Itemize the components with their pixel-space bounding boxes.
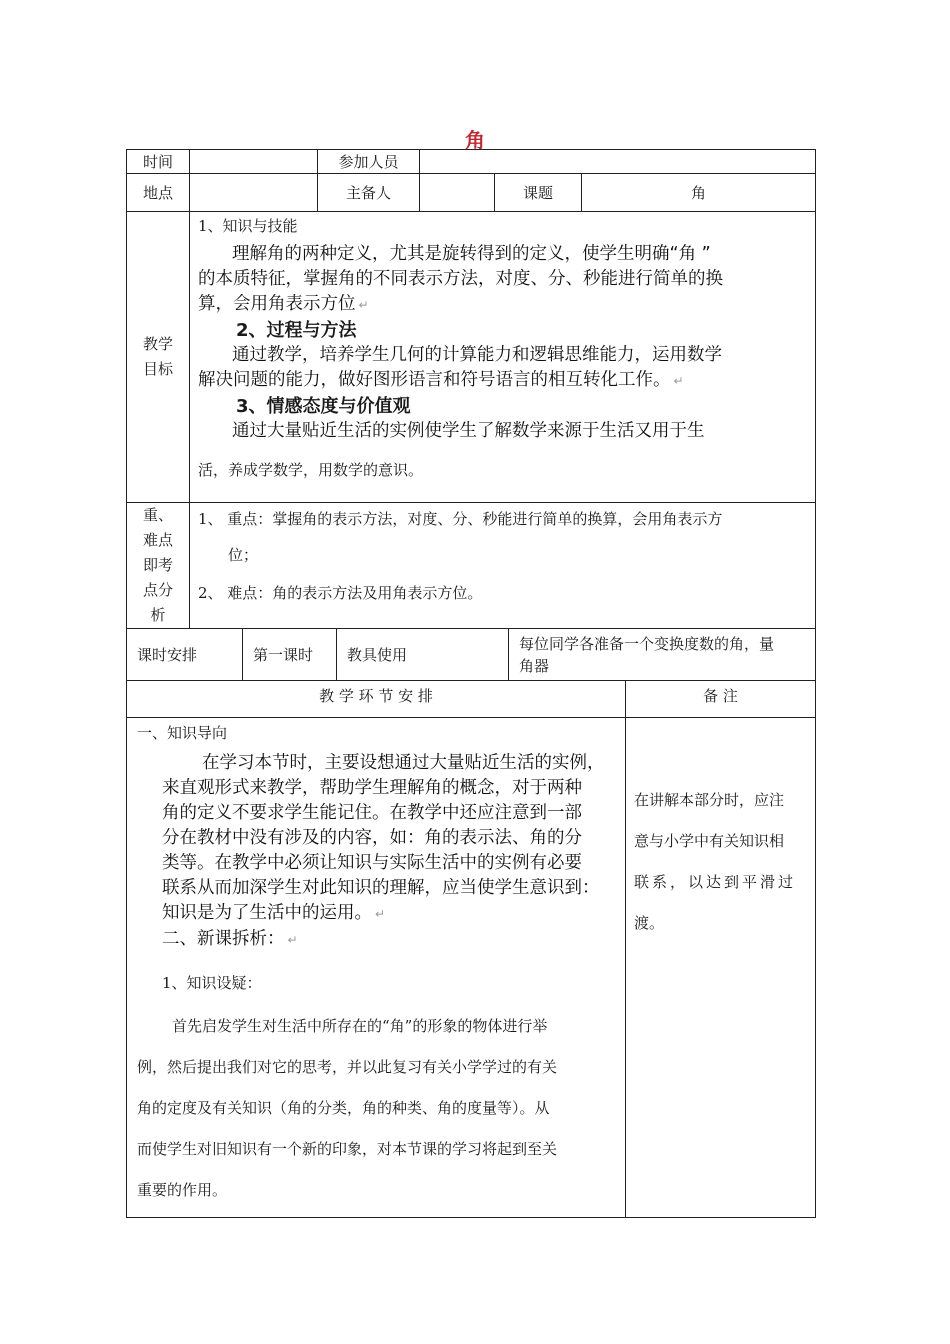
note-line: 联系，以达到平滑过	[634, 873, 797, 891]
goal-heading-3: 3、情感态度与价值观	[236, 396, 411, 417]
section-main-header: 教 学 环 节 安 排	[127, 681, 626, 718]
keypoints-label-line: 点分	[142, 581, 173, 599]
keypoints-label-line: 析	[150, 606, 166, 624]
section-title-2	[162, 927, 619, 953]
schedule-label: 课时安排	[127, 629, 243, 681]
main-text-line: 角的定度及有关知识（角的分类，角的种类、角的度量等）。从	[137, 1099, 550, 1117]
tools-label: 教具使用	[337, 629, 509, 681]
intro-line	[162, 901, 619, 927]
keypoint-line: 2、 难点：角的表示方法及用角表示方位。	[198, 584, 483, 602]
schedule-value: 第一课时	[243, 629, 337, 681]
intro-line: 类等。在教学中必须让知识与实际生活中的实例有必要	[162, 853, 582, 873]
tools-value	[509, 629, 816, 681]
section-notes-header: 备 注	[626, 681, 816, 718]
return-mark-icon: ↵	[358, 298, 369, 312]
time-label: 时间	[127, 150, 190, 174]
goal-text: 算，会用角表示方位	[198, 294, 356, 314]
keypoints-label-line: 重、	[142, 506, 173, 524]
goal-text-line: 的本质特征，掌握角的不同表示方法，对度、分、秒能进行简单的换	[198, 269, 723, 289]
goal-text-line: 通过大量贴近生活的实例使学生了解数学来源于生活又用于生	[232, 421, 705, 441]
place-label: 地点	[127, 174, 190, 212]
main-text-line: 例，然后提出我们对它的思考，并以此复习有关小学学过的有关	[137, 1058, 558, 1076]
goals-content	[190, 212, 816, 503]
intro-line: 角的定义不要求学生能记住。在教学中还应注意到一部	[162, 803, 582, 823]
participants-label: 参加人员	[318, 150, 420, 174]
return-mark-icon: ↵	[673, 374, 684, 388]
participants-value	[420, 150, 816, 174]
goals-label	[127, 212, 190, 503]
section-title-2-text: 二、新课拆析：	[162, 929, 285, 949]
goal-text-line	[198, 292, 811, 318]
main-content	[127, 718, 626, 1218]
page-title: 角	[465, 128, 485, 152]
goals-label-line: 教学	[142, 335, 173, 353]
time-value	[190, 150, 318, 174]
topic-label: 课题	[495, 174, 582, 212]
intro-line: 在学习本节时，主要设想通过大量贴近生活的实例，	[202, 753, 605, 773]
intro-line: 联系从而加深学生对此知识的理解，应当使学生意识到：	[162, 878, 600, 898]
goal-text-line	[198, 368, 811, 394]
main-text	[137, 1006, 619, 1211]
intro-line: 分在教材中没有涉及的内容，如：角的表示法、角的分	[162, 828, 582, 848]
place-value	[190, 174, 318, 212]
keypoints-content	[190, 503, 816, 629]
note-line: 在讲解本部分时，应注	[634, 791, 785, 809]
goal-text-line: 通过教学，培养学生几何的计算能力和逻辑思维能力，运用数学	[232, 345, 722, 365]
intro-text: 知识是为了生活中的运用。	[162, 903, 372, 923]
arrangement-table	[126, 680, 816, 1218]
section-title-1: 一、知识导向	[137, 724, 228, 742]
main-text-line: 首先启发学生对生活中所存在的“角”的形象的物体进行举	[172, 1017, 548, 1035]
preparer-value	[420, 174, 495, 212]
goal-text-line: 理解角的两种定义，尤其是旋转得到的定义，使学生明确“角 ”	[232, 244, 711, 264]
goals-label-line: 目标	[142, 360, 173, 378]
keypoints-label-line: 即考	[142, 556, 173, 574]
keypoints-label	[127, 503, 190, 629]
goal-heading-1: 1、知识与技能	[198, 217, 298, 235]
intro-paragraph	[137, 751, 619, 953]
keypoints-label-line: 难点	[142, 531, 173, 549]
keypoint-line: 位；	[228, 546, 259, 564]
tools-line: 每位同学各准备一个变换度数的角，量	[519, 634, 775, 653]
notes-content	[626, 718, 816, 1218]
main-text-line: 而使学生对旧知识有一个新的印象，对本节课的学习将起到至关	[137, 1140, 558, 1158]
goal-text: 解决问题的能力，做好图形语言和符号语言的相互转化工作。	[198, 370, 671, 390]
intro-line: 来直观形式来教学，帮助学生理解角的概念，对于两种	[162, 778, 582, 798]
note-line: 渡。	[634, 914, 665, 932]
tools-line: 角器	[519, 656, 550, 675]
keypoint-line: 1、 重点：掌握角的表示方法，对度、分、秒能进行简单的换算，会用角表示方	[198, 510, 723, 528]
note-line: 意与小学中有关知识相	[634, 832, 785, 850]
goal-text-line: 活，养成学数学，用数学的意识。	[198, 461, 424, 479]
preparer-label: 主备人	[318, 174, 420, 212]
goal-heading-2: 2、过程与方法	[236, 320, 357, 341]
main-text-line: 重要的作用。	[137, 1181, 228, 1199]
return-mark-icon: ↵	[375, 907, 386, 921]
info-table	[126, 149, 816, 629]
sub-title-1: 1、知识设疑：	[162, 974, 262, 992]
return-mark-icon: ↵	[287, 933, 298, 947]
schedule-table	[126, 628, 816, 681]
topic-value: 角	[582, 174, 816, 212]
